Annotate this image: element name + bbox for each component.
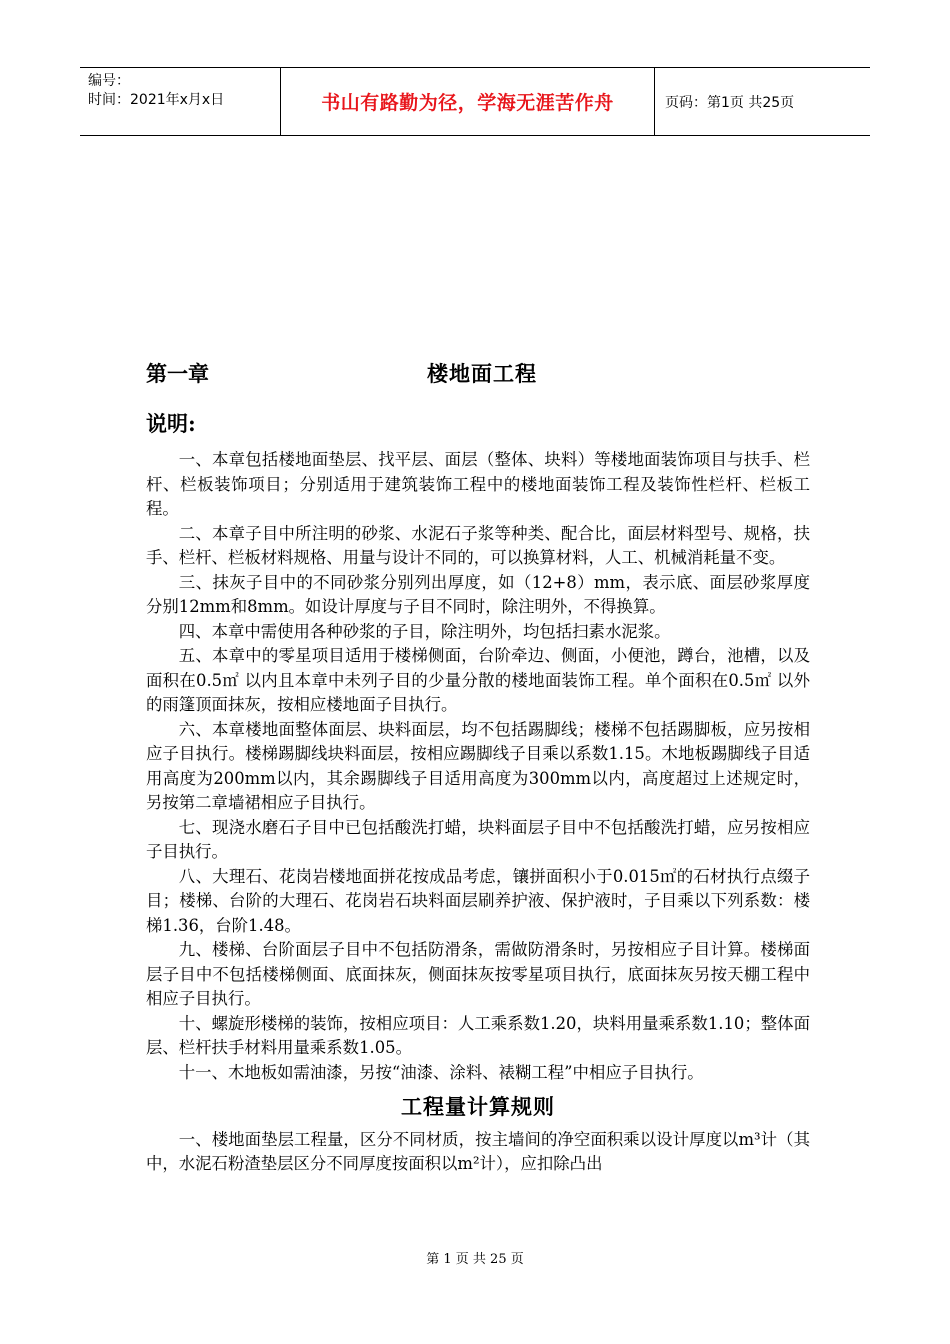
paragraph: 三、抹灰子目中的不同砂浆分别列出厚度，如（12+8）mm，表示底、面层砂浆厚度分别12mm和8mm。如设计厚度与子目不同时，除注明外，不得换算。: [146, 572, 810, 616]
paragraph: 九、楼梯、台阶面层子目中不包括防滑条，需做防滑条时，另按相应子目计算。楼梯面层子目中不包括楼梯侧面、底面抹灰，侧面抹灰按零星项目执行，底面抹灰另按天棚工程中相应子目执行。: [146, 940, 810, 1008]
paragraph: 六、本章楼地面整体面层、块料面层，均不包括踢脚线；楼梯不包括踢脚板，应另按相应子目执行。楼梯踢脚线块料面层，按相应踢脚线子目乘以系数1.15。木地板踢脚线子目适用高度为200mm以内，其余踢脚线子目适用高度为300mm以内，高度超过上述规定时，另按第二章墙裙相应子目执行。: [146, 719, 810, 812]
header-meta: [80, 68, 281, 135]
paragraph: 七、现浇水磨石子目中已包括酸洗打蜡，块料面层子目中不包括酸洗打蜡，应另按相应子目执行。: [146, 817, 810, 861]
paragraph: 十一、木地板如需油漆，另按“油漆、涂料、裱糊工程”中相应子目执行。: [178, 1062, 704, 1082]
header-date-label: 时间：2021年x月x日: [88, 92, 225, 108]
paragraph: 四、本章中需使用各种砂浆的子目，除注明外，均包括扫素水泥浆。: [178, 621, 671, 641]
paragraph: 八、大理石、花岗岩楼地面拼花按成品考虑，镶拼面积小于0.015㎡的石材执行点缀子目；楼梯、台阶的大理石、花岗岩石块料面层刷养护液、保护液时，子目乘以下列系数：楼梯1.36，台阶1.48。: [146, 866, 810, 935]
paragraph: 十、螺旋形楼梯的装饰，按相应项目：人工乘系数1.20，块料用量乘系数1.10；整体面层、栏杆扶手材料用量乘系数1.05。: [146, 1013, 810, 1057]
section-title: 说明:: [146, 411, 196, 436]
header-number-label: 编号：: [88, 73, 130, 89]
paragraph: 一、本章包括楼地面垫层、找平层、面层（整体、块料）等楼地面装饰项目与扶手、栏杆、栏板装饰项目；分别适用于建筑装饰工程中的楼地面装饰工程及装饰性栏杆、栏板工程。: [146, 450, 810, 518]
page-footer: 第 1 页 共 25 页: [426, 1252, 524, 1267]
header-page-label: 页码：第1页 共25页: [665, 94, 795, 111]
paragraph: 二、本章子目中所注明的砂浆、水泥石子浆等种类、配合比，面层材料型号、规格，扶手、栏杆、栏板材料规格、用量与设计不同的，可以换算材料，人工、机械消耗量不变。: [146, 523, 810, 567]
document-body: [146, 448, 810, 1177]
chapter-title: 楼地面工程: [427, 361, 537, 386]
rules-heading: 工程量计算规则: [401, 1094, 555, 1119]
page-header: [80, 67, 870, 136]
rules-paragraph: 一、楼地面垫层工程量，区分不同材质，按主墙间的净空面积乘以设计厚度以m³计（其中，水泥石粉渣垫层区分不同厚度按面积以m²计），应扣除凸出: [146, 1129, 810, 1173]
header-motto: 书山有路勤为径，学海无涯苦作舟: [281, 68, 655, 135]
paragraph: 五、本章中的零星项目适用于楼梯侧面，台阶牵边、侧面，小便池，蹲台，池槽，以及面积在0.5㎡ 以内且本章中未列子目的少量分散的楼地面装饰工程。单个面积在0.5㎡ 以外的雨篷顶面抹灰，按相应楼地面子目执行。: [146, 646, 810, 714]
chapter-number: 第一章: [146, 361, 209, 386]
